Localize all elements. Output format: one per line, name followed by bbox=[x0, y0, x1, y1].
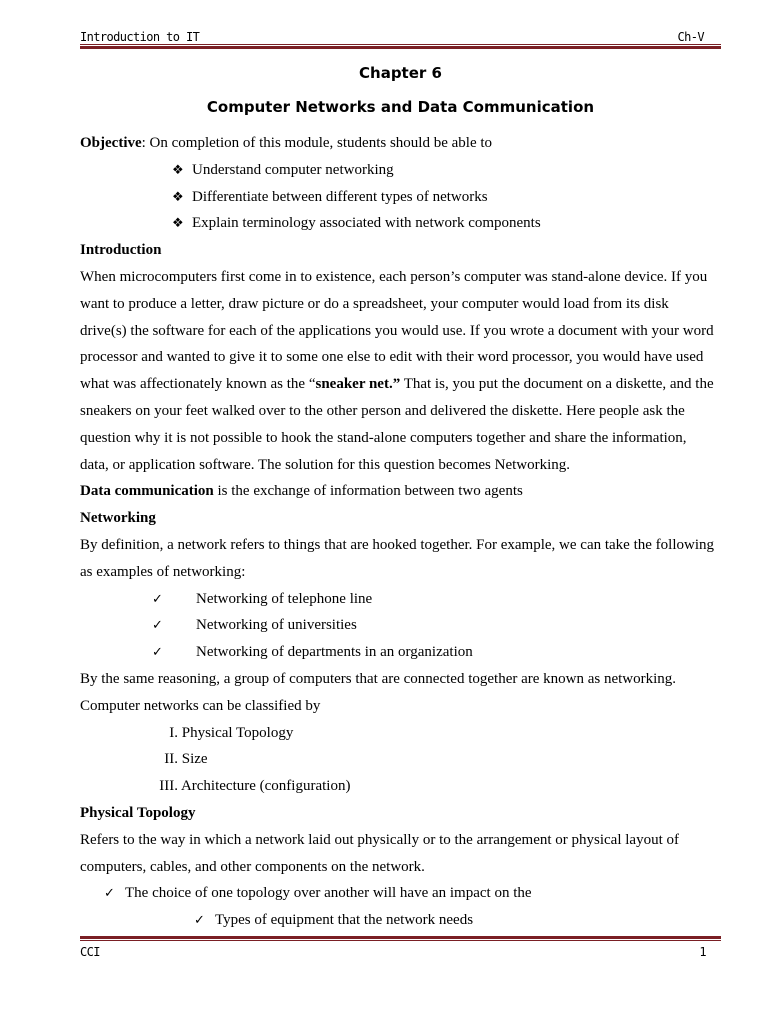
footer-label: CCI bbox=[80, 945, 100, 959]
paragraph-line: computers, cables, and other components on the network. bbox=[80, 858, 425, 875]
paragraph-line: as examples of networking: bbox=[80, 563, 246, 580]
topology-point: ✓ The choice of one topology over another will have an impact on the bbox=[80, 880, 721, 907]
running-header-title: Introduction to IT bbox=[80, 30, 200, 44]
objective-line bbox=[80, 130, 721, 157]
paragraph-line: sneakers on your feet walked over to the other person and delivered the diskette. Here people ask the bbox=[80, 402, 685, 419]
objective-text: : On completion of this module, students should be able to bbox=[141, 135, 493, 151]
page-body bbox=[80, 130, 721, 934]
data-communication-definition: Data communication is the exchange of information between two agents bbox=[80, 483, 523, 500]
classification-item: II. Size bbox=[164, 751, 208, 768]
checkmark-icon: ✓ bbox=[194, 913, 205, 929]
classification-item: I. Physical Topology bbox=[169, 724, 294, 741]
checkmark-icon: ✓ bbox=[152, 618, 163, 634]
paragraph-line: want to produce a letter, draw picture or do a spreadsheet, your computer would load from its disk bbox=[80, 295, 669, 312]
objective-item: ❖ Understand computer networking bbox=[80, 157, 721, 184]
checkmark-icon: ✓ bbox=[152, 591, 163, 607]
paragraph-line: question why it is not possible to hook the stand-alone computers together and share the information, bbox=[80, 429, 687, 446]
checkmark-icon: ✓ bbox=[104, 886, 115, 902]
chapter-title: Chapter 6 bbox=[359, 64, 442, 82]
paragraph-line: data, or application software. The solution for this question becomes Networking. bbox=[80, 456, 571, 473]
diamond-bullet-icon: ❖ bbox=[172, 162, 184, 178]
networking-example: ✓ Networking of departments in an organization bbox=[80, 639, 721, 666]
paragraph-line: what was affectionately known as the “sneaker net.” That is, you put the document on a diskette, and the bbox=[80, 376, 714, 393]
checkmark-icon: ✓ bbox=[152, 645, 163, 661]
objective-item: ❖ Explain terminology associated with network components bbox=[80, 210, 721, 237]
paragraph-line: Refers to the way in which a network laid out physically or to the arrangement or physical layout of bbox=[80, 831, 679, 848]
paragraph-line: When microcomputers first come in to existence, each person’s computer was stand-alone device. If you bbox=[80, 268, 708, 285]
objective-label: Objective bbox=[80, 135, 142, 151]
paragraph-line: Computer networks can be classified by bbox=[80, 697, 321, 714]
running-header-chapter: Ch-V bbox=[677, 30, 704, 44]
page-number: 1 bbox=[699, 945, 706, 959]
physical-topology-heading: Physical Topology bbox=[80, 804, 196, 821]
diamond-bullet-icon: ❖ bbox=[172, 216, 184, 232]
networking-heading: Networking bbox=[80, 510, 156, 527]
networking-example: ✓ Networking of telephone line bbox=[80, 586, 721, 613]
objective-item: ❖ Differentiate between different types of networks bbox=[80, 184, 721, 211]
sneaker-net-term: sneaker net.” bbox=[315, 376, 401, 393]
introduction-heading: Introduction bbox=[80, 242, 162, 259]
classification-item: III. Architecture (configuration) bbox=[159, 778, 351, 795]
chapter-subtitle: Computer Networks and Data Communication bbox=[206, 98, 595, 116]
header-rule bbox=[80, 44, 721, 49]
footer-rule bbox=[80, 936, 721, 941]
paragraph-line: By the same reasoning, a group of computers that are connected together are known as networking. bbox=[80, 670, 677, 687]
diamond-bullet-icon: ❖ bbox=[172, 189, 184, 205]
paragraph-line: processor and wanted to give it to some one else to edit with their word processor, you would have used bbox=[80, 349, 704, 366]
networking-example: ✓ Networking of universities bbox=[80, 612, 721, 639]
topology-subpoint: ✓ Types of equipment that the network needs bbox=[80, 907, 721, 934]
paragraph-line: drive(s) the software for each of the applications you would use. If you wrote a document with your word bbox=[80, 322, 714, 339]
paragraph-line: By definition, a network refers to things that are hooked together. For example, we can take the following bbox=[80, 536, 714, 553]
